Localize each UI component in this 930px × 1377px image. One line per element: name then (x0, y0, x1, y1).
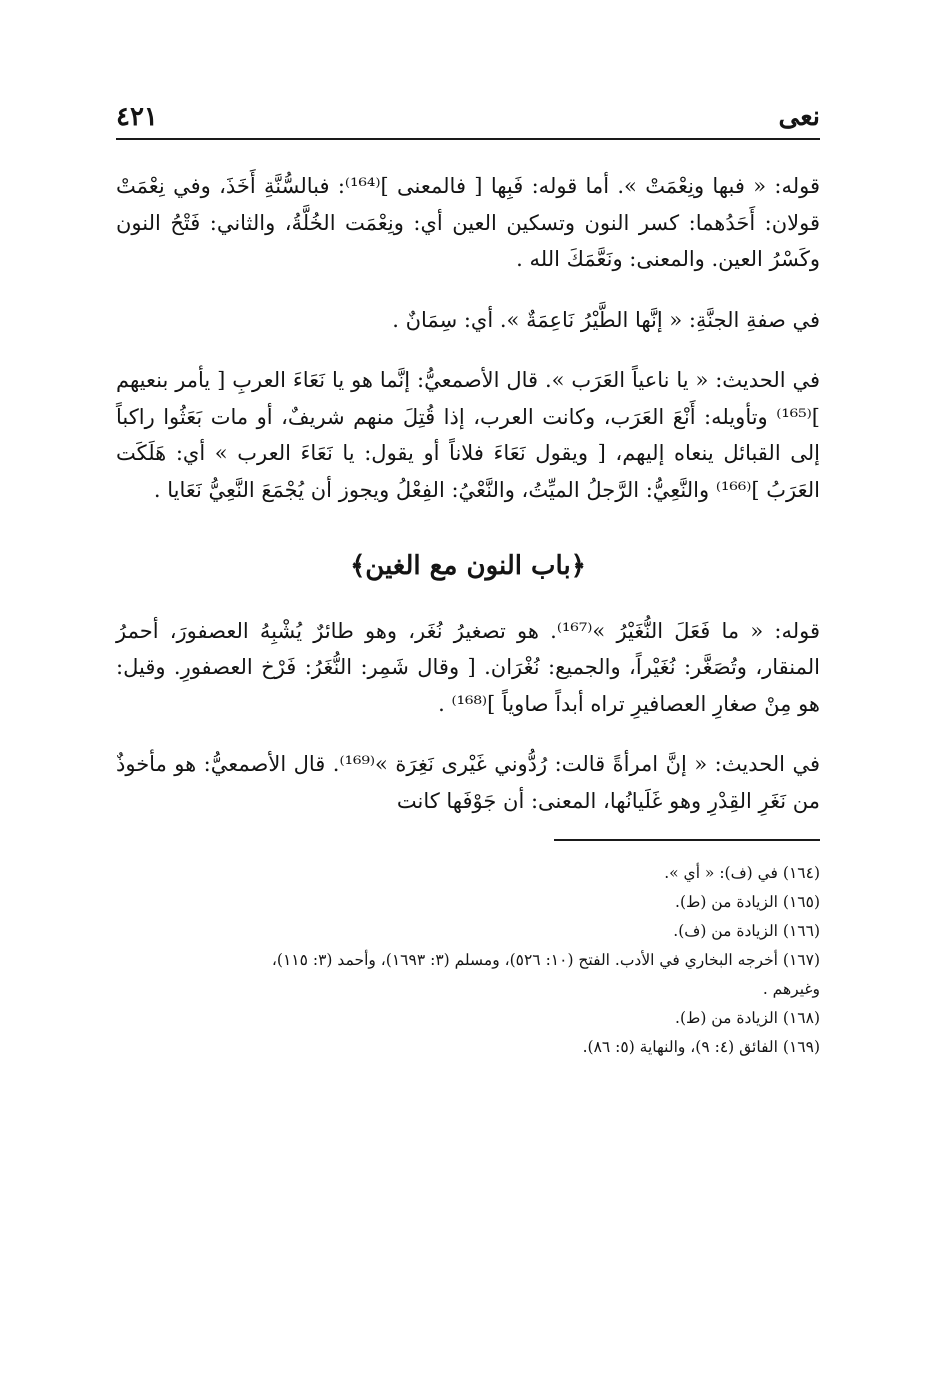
footnote: (١٦٧) أخرجه البخاري في الأدب. الفتح (١٠: ٥٢٦)، ومسلم (٣: ١٦٩٣)، وأحمد (٣: ١١٥)، (271, 951, 820, 969)
footnote: (١٦٦) الزيادة من (ف). (673, 922, 820, 940)
section-heading: ﴿باب النون مع الغين﴾ (350, 551, 586, 581)
page-header (116, 84, 820, 140)
footnote: (١٦٥) الزيادة من (ط). (675, 893, 820, 911)
footnote-divider (554, 839, 820, 841)
main-text (116, 168, 820, 819)
paragraph: قوله: « فبها ونِعْمَتْ ». أما قوله: فَبِها [ فالمعنى ]⁽¹⁶⁴⁾: فبالسُّنَّةِ أَخَذَ، وفي نِعْمَتْ قولان: أَحَدُهما: كسر النون وتسكين العين أي: ونِعْمَت الخُلَّةُ، والثاني: فَتْحُ النون وكَسْرُ العين. والمعنى: ونَعَّمَكَ الله . (116, 174, 820, 271)
paragraph: في صفةِ الجنَّةِ: « إنَّها الطَّيْرُ نَاعِمَةٌ ». أي: سِمَانٌ . (392, 307, 820, 332)
book-page (116, 84, 820, 1062)
page-number: ٤٢١ (116, 102, 158, 132)
footnote-continuation: وغيرهم . (762, 980, 820, 998)
paragraph: قوله: « ما فَعَلَ النُّغَيْرُ »⁽¹⁶⁷⁾. هو تصغيرُ نُغَر، وهو طائرٌ يُشْبِهُ العصفورَ، أحمرُ المنقار، وتُصَغَّر: نُغَيْراً، والجميع: نُغْرَان. [ وقال شَمِر: النُّغَرُ: فَرْخ العصفورِ. وقيل: هو مِنْ صغارِ العصافيرِ تراه أبداً صاوياً ]⁽¹⁶⁸⁾ . (116, 618, 820, 716)
footnote: (١٦٤) في (ف): « أي ». (664, 864, 820, 882)
paragraph: في الحديث: « يا ناعياً العَرَب ». قال الأصمعيُّ: إنَّما هو يا نَعَاءَ العربِ [ يأمر بنعيهم ]⁽¹⁶⁵⁾ وتأويله: أَنْعَ العَرَب، وكانت العرب، إذا قُتِلَ منهم شريفٌ، أو مات بَعَثُوا راكباً إلى القبائل ينعاه إليهم، [ ويقول نَعَاءَ فلاناً أو يقول: يا نَعَاءَ العرب » أي: هَلَكَت العَرَبُ ]⁽¹⁶⁶⁾ والنَّعِيُّ: الرَّجلُ الميِّتُ، والنَّعْيُ: الفِعْلُ ويجوز أن يُجْمَعَ النَّعِيُّ نَعَايا . (116, 368, 820, 502)
footnote: (١٦٩) الفائق (٤: ٩)، والنهاية (٥: ٨٦). (582, 1038, 820, 1056)
running-title: نعى (778, 102, 820, 132)
paragraph: في الحديث: « إنَّ امرأةً قالت: رُدُّوني غَيْرى نَغِرَة »⁽¹⁶⁹⁾. قال الأصمعيُّ: هو مأخوذٌ من نَغَرِ القِدْرِ وهو غَلَيانُها، المعنى: أن جَوْفَها كانت (116, 752, 820, 813)
footnote: (١٦٨) الزيادة من (ط). (675, 1009, 820, 1027)
footnotes (116, 859, 820, 1062)
